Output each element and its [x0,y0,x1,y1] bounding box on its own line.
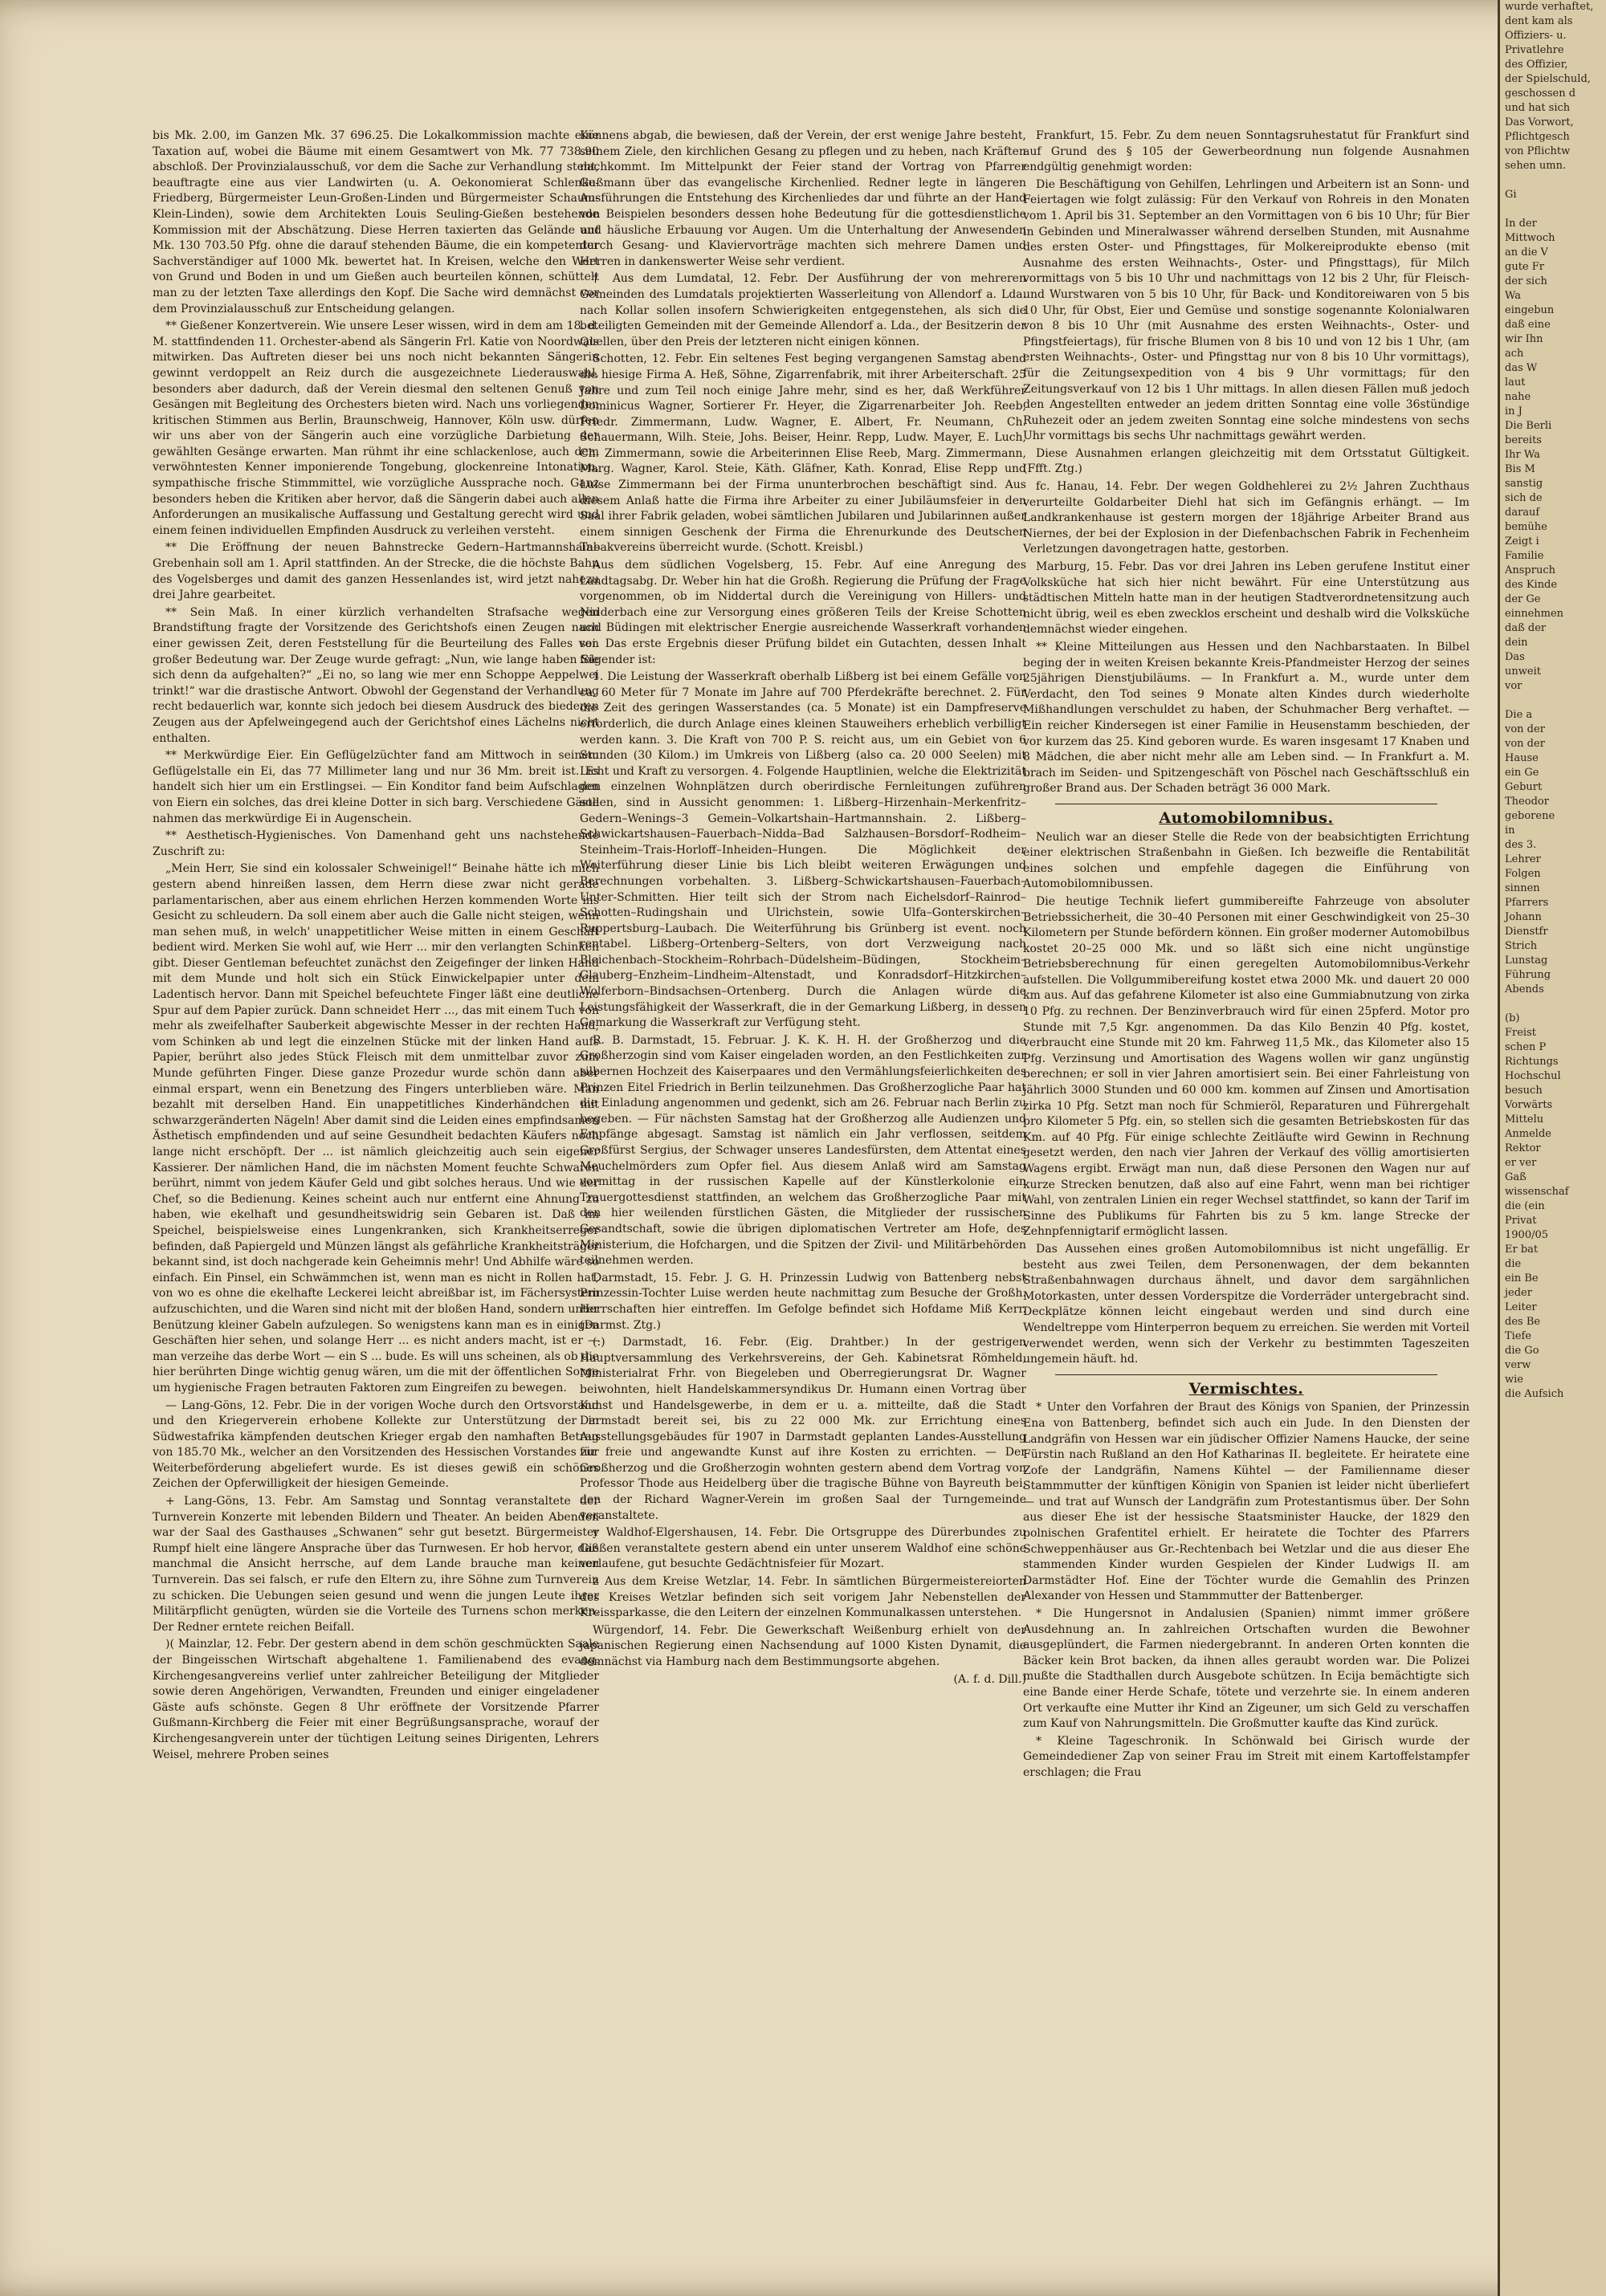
adjacent-page-fragment: Leiter [1505,1301,1537,1313]
adjacent-page-fragment: von der [1505,723,1545,735]
adjacent-page-fragment: geschossen d [1505,88,1576,100]
adjacent-page-fragment: Mittwoch [1505,232,1555,244]
adjacent-page-fragment: Wa [1505,290,1521,302]
article-paragraph: * Kleine Tageschronik. In Schönwald bei Girisch wurde der Gemeindediener Zap von seiner Frau im Streit mit einem Kartoffelstampfer erschlagen; die Frau [1023,1734,1469,1779]
adjacent-page-fragment: 1900/05 [1505,1229,1549,1241]
adjacent-page-fragment [1500,694,1606,708]
adjacent-page-fragment: Hochschul [1505,1070,1561,1082]
article-paragraph: z Aus dem Kreise Wetzlar, 14. Febr. In sämtlichen Bürgermeistereiorten des Kreises Wetzlar befinden sich seit vorigem Jahr Nebenstellen der Kreissparkasse, die den Leitern der einzelnen Kommunalkassen unterstehen. [580,1575,1026,1620]
adjacent-page-fragment: der Spielschuld, [1505,73,1591,85]
adjacent-page-fragment: bemühe [1505,521,1547,533]
article-paragraph: ** Gießener Konzertverein. Wie unsere Leser wissen, wird in dem am 18. d. M. stattfindenden 11. Orchester-abend als Sängerin Frl. Katie von Noordwals mitwirken. Das Auftreten dieser bei uns noch nicht bekannten Sängerin gewinnt verdoppelt an Reiz durch die ausgezeichnete Liederauswahl, besonders aber dadurch, daß der Verein diesmal den seltenen Genuß von Gesängen mit Begleitung des Orchesters bieten wird. Nach uns vorliegenden kritischen Stimmen aus Berlin, Braunschweig, Hannover, Köln usw. dürfen wir uns aber von der Sängerin auch eine vorzügliche Darbietung der gewählten Gesänge erwarten. Man rühmt ihr eine schlackenlose, auch dem verwöhntesten Kenner imponierende Tongebung, glockenreine Intonation, sympathische frische Stimmmittel, wie vorzügliche Aussprache noch. Ganz besonders heben die Kritiken aber hervor, daß die Sängerin dabei auch allen Anforderungen an musikalische Auffassung und Gestaltung gerecht wird und einem feinen individuellen Empfinden Ausdruck zu verleihen versteht. [153,320,599,537]
adjacent-page-fragment: des Kinde [1505,579,1558,591]
article-paragraph: + Lang-Göns, 13. Febr. Am Samstag und Sonntag veranstaltete der Turnverein Konzerte mit lebenden Bildern und Theater. An beiden Abenden war der Saal des Gasthauses „Schwanen“ sehr gut besetzt. Bürgermeister Rumpf hielt eine längere Ansprache über das Turnwesen. Er hob hervor, daß manchmal die Ansicht herrsche, auf dem Lande brauche man keinen Turnverein. Das sei falsch, er rufe den Eltern zu, ihre Söhne zum Turnverein zu schicken. Die Uebungen seien gesund und wenn die jungen Leute ihrer Militärpflicht genügten, würden sie die Vorteile des Turnens schon merken. Der Redner erntete reichen Beifall. [153,1495,599,1634]
adjacent-page-fragment: Vorwärts [1505,1099,1553,1111]
adjacent-page-fragment: Abends [1505,983,1544,995]
adjacent-page-fragment: sanstig [1505,478,1543,490]
article-paragraph: Die Beschäftigung von Gehilfen, Lehrlingen und Arbeitern ist an Sonn- und Feiertagen wie folgt zulässig: Für den Verkauf von Rohreis in den Monaten vom 1. April bis 31. September an den Vormittagen von 6 bis 10 Uhr; für Bier in Gebinden und Mineralwasser während derselben Stunden, mit Ausnahme des ersten Oster- und Pfingsttages, für Molkereiprodukte ebenso (mit Ausnahme des ersten Weihnachts-, Oster- und Pfingsttags), für Milch vormittags von 5 bis 10 Uhr und nachmittags von 12 bis 2 Uhr, für Fleisch- und Wurstwaren von 5 bis 10 Uhr, für Back- und Konditoreiwaren von 5 bis 10 Uhr, für Obst, Eier und Gemüse und sonstige sogenannte Kolonialwaren von 8 bis 10 Uhr (mit Ausnahme des ersten Weihnachts-, Oster- und Pfingstfeiertags), für frische Blumen von 8 bis 10 und von 12 bis 1 Uhr, (am ersten Weihnachts-, Oster- und Pfingsttag nur von 8 bis 10 Uhr vormittags), für die Zeitungsexpedition von 4 bis 9 Uhr vormittags; für den Zeitungsverkauf von 12 bis 1 Uhr mittags. In allen diesen Fällen muß jedoch den Angestellten entweder an jedem dritten Sonntag eine volle 36stündige Ruhezeit oder an jedem zweiten Sonntag eine solche mindestens von sechs Uhr vormittags bis sechs Uhr nachmittags gewährt werden. [1023,177,1469,443]
adjacent-page-fragment: verw [1505,1359,1531,1371]
adjacent-page-fragment: Privat [1505,1215,1537,1227]
adjacent-page-fragment: Bis M [1505,463,1535,475]
article-paragraph: )( Mainzlar, 12. Febr. Der gestern abend in dem schön geschmückten Saale der Bingeisschen Wirtschaft abgehaltene 1. Familienabend des evang. Kirchengesangvereins verlief unter zahlreicher Beteiligung der Mitglieder sowie deren Angehörigen, Verwandten, Freunden und einiger eingeladener Gäste aufs schönste. Gegen 8 Uhr eröffnete der Vorsitzende Pfarrer Gußmann-Kirchberg die Feier mit einer Begrüßungsansprache, worauf der Kirchengesangverein unter der tüchtigen Leitung seines Dirigenten, Lehrers Weisel, mehrere Proben seines [153,1638,599,1761]
article-paragraph: ** Sein Maß. In einer kürzlich verhandelten Strafsache wegen Brandstiftung fragte der Vorsitzende des Gerichtshofs einen Zeugen nach einer gewissen Zeit, deren Feststellung für die Beurteilung des Falles von großer Bedeutung war. Der Zeuge wurde gefragt: „Nun, wie lange haben Sie sich denn da aufgehalten?“ „Ei no, so lang wie mer enn Schoppe Aeppelwei trinkt!“ war die drastische Antwort. Obwohl der Gegenstand der Verhandlung recht bedauerlich war, konnte sich jedoch bei diesem Ausdruck des biederen Zeugen aus der Apfelweingegend auch der Gerichtshof eines Lächelns nicht enthalten. [153,605,599,745]
adjacent-page-fragment: Führung [1505,969,1551,981]
adjacent-page-fragment: dein [1505,637,1528,649]
adjacent-page-fragment: Johann [1505,911,1542,923]
section-heading: Automobilomnibus. [1159,808,1334,827]
adjacent-page-fragment: darauf [1505,507,1540,519]
adjacent-page-fragment: Das Vorwort, [1505,116,1574,128]
adjacent-page-fragment: Geburt [1505,781,1543,793]
adjacent-page-fragment: sich de [1505,492,1543,504]
adjacent-page-fragment: des Offizier, [1505,59,1568,71]
adjacent-page-fragment: Mittelu [1505,1113,1544,1126]
adjacent-page-fragment: Er bat [1505,1244,1539,1256]
adjacent-page-edge [1498,0,1606,2296]
adjacent-page-fragment: Lehrer [1505,853,1541,865]
adjacent-page-fragment: wissenschaf [1505,1186,1569,1198]
adjacent-page-fragment: laut [1505,377,1526,389]
adjacent-page-fragment: wie [1505,1374,1523,1386]
article-paragraph: Diese Ausnahmen erlangen gleichzeitig mit dem Ortsstatut Gültigkeit. (Ffft. Ztg.) [1023,446,1469,476]
article-paragraph: Neulich war an dieser Stelle die Rede von der beabsichtigten Errichtung einer elektrischen Straßenbahn in Gießen. Ich bezweifle die Rentabilität eines solchen und empfehle dagegen die Einführung von Automobilomnibussen. [1023,830,1469,891]
adjacent-page-fragment: eingebun [1505,304,1555,316]
adjacent-page-fragment: geborene [1505,810,1555,822]
adjacent-page-fragment: dent kam als [1505,15,1573,27]
article-paragraph: (:) Darmstadt, 16. Febr. (Eig. Drahtber.) In der gestrigen Hauptversammlung des Verkehrsvereins, der Geh. Kabinetsrat Römheld, Ministerialrat Frhr. von Biegeleben und Oberregierungsrat Dr. Wagner beiwohnten, hielt Handelskammersyndikus Dr. Humann einen Vortrag über Kunst und Handelsgewerbe, in dem er u. a. mitteilte, daß die Stadt Darmstadt bereit sei, bis zu 22 000 Mk. zur Errichtung eines Ausstellungsgebäudes für 1907 in Darmstadt geplanten Landes-Ausstellung für freie und angewandte Kunst auf ihre Kosten zu errichten. — Der Großherzog und die Großherzogin wohnten gestern abend dem Vortrag von Professor Thode aus Heidelberg über die tragische Bühne von Bayreuth bei, den der Richard Wagner-Verein im großen Saal der Turngemeinde veranstaltete. [580,1336,1026,1522]
adjacent-page-fragment: jeder [1505,1287,1532,1299]
adjacent-page-fragment: Anmelde [1505,1128,1551,1140]
article-paragraph: * Die Hungersnot in Andalusien (Spanien) nimmt immer größere Ausdehnung an. In zahlreichen Ortschaften wurden die Bewohner ausgeplündert, die Farmen niedergebrannt. In anderen Orten konnten die Bäcker kein Brot backen, da ihnen alles geraubt worden war. Die Polizei mußte die Stadthallen durch Ausgebote schützen. In Ecija bemächtigte sich eine Bande einer Herde Schafe, tötete und verzehrte sie. In einem anderen Ort verkaufte eine Mutter ihr Kind an Zigeuner, um sich Geld zu verschaffen zum Kauf von Nahrungsmitteln. Die Großmutter kaufte das Kind zurück. [1023,1607,1469,1731]
adjacent-page-fragment: sehen umn. [1505,160,1567,172]
heading-rule [1055,1374,1437,1375]
adjacent-page-fragment [1500,997,1606,1012]
article-paragraph: bis Mk. 2.00, im Ganzen Mk. 37 696.25. Die Lokalkommission machte eine Taxation auf, wobei die Bäume mit einem Gesamtwert von Mk. 77 738.90 abschloß. Der Provinzialausschuß, vor dem die Sache zur Verhandlung steht, beauftragte eine aus vier Landwirten (u. A. Oekonomierat Schlenke-Friedberg, Bürgermeister Leun-Großen-Linden und Bürgermeister Schaum-Klein-Linden), sowie dem Architekten Louis Seuling-Gießen bestehende Kommission mit der Abschätzung. Diese Herren taxierten das Gelände auf Mk. 130 703.50 Pfg. ohne die darauf stehenden Bäume, die ein kompetenter Sachverständiger auf 1000 Mk. bewertet hat. In Kreisen, welche den Wert von Grund und Boden in und um Gießen auch beurteilen können, schüttelt man zu der letzten Taxe allerdings den Kopf. Die Sache wird demnächst vor dem Provinzialausschuß zur Entscheidung gelangen. [153,129,599,315]
article-paragraph: Würgendorf, 14. Febr. Die Gewerkschaft Weißenburg erhielt von der japanischen Regierung einen Nachsendung auf 1000 Kisten Dynamit, die demnächst via Hamburg nach dem Bestimmungsorte abgehen. [580,1623,1026,1668]
adjacent-page-fragment: ein Ge [1505,767,1539,779]
adjacent-page-fragment: besuch [1505,1085,1543,1097]
article-paragraph: Das Aussehen eines großen Automobilomnibus ist nicht ungefällig. Er besteht aus zwei Teilen, dem Personenwagen, der dem bekannten Straßenbahnwagen durchaus ähnelt, und davor dem sargähnlichen Motorkasten, unter dessen Vorderspitze die Vorderräder untergebracht sind. Deckplätze können leicht eingebaut werden und sind durch eine Wendeltreppe vom Hinterperron bequem zu erreichen. Sie werden mit Vorteil verwendet werden, wenn sich der Verkehr zu bestimmten Tageszeiten ungemein häuft. hd. [1023,1242,1469,1366]
article-paragraph: 1. Die Leistung der Wasserkraft oberhalb Lißberg ist bei einem Gefälle von ca. 60 Meter für 7 Monate im Jahre auf 700 Pferdekräfte berechnet. 2. Für die Zeit des geringen Wasserstandes (ca. 5 Monate) ist ein Dampfreserve erforderlich, die durch Anlage eines kleinen Stauweihers erheblich verbilligt werden kann. 3. Die Kraft von 700 P. S. reicht aus, um ein Gebiet von 6 Stunden (30 Kilom.) im Umkreis von Lißberg (also ca. 20 000 Seelen) mit Licht und Kraft zu versorgen. 4. Folgende Hauptlinien, welche die Elektrizität den einzelnen Wohnplätzen durch oberirdische Fernleitungen zuführen sollen, sind in Aussicht genommen: 1. Lißberg–Hirzenhain–Merkenfritz–Gedern–Wenings–3 Gemein–Volkartshain–Hartmannshain. 2. Lißberg–Schwickartshausen–Fauerbach–Nidda–Bad Salzhausen–Borsdorf–Rodheim–Steinheim–Trais-Horloff–Inheiden–Hungen. Die Möglichkeit der Weiterführung dieser Linie bis Lich bleibt weiteren Erwägungen und Berechnungen vorbehalten. 3. Lißberg–Schwickartshausen–Fauerbach–Unter-Schmitten. Hier teilt sich der Strom nach Eichelsdorf–Rainrod–Schotten–Rudingshain und Ulrichstein, sowie Ulfa–Gonterskirchen–Ruppertsburg–Laubach. Die Weiterführung bis Grünberg ist event. noch rentabel. Lißberg–Ortenberg–Selters, von dort Verzweigung nach Bleichenbach–Stockheim–Rohrbach–Düdelsheim–Büdingen, Stockheim–Glauberg–Enzheim–Lindheim–Altenstadt, und Konradsdorf–Hitzkirchen–Wolferborn–Bindsachsen–Ortenberg. Durch die Anlagen würde die Leistungsfähigkeit der Wasserkraft, die in der Gemarkung Lißberg, in dessen Gemarkung die Wasserkraft zur Verfügung steht. [580,670,1026,1030]
adjacent-page-fragment: Gaß [1505,1171,1527,1183]
article-paragraph: Schotten, 12. Febr. Ein seltenes Fest beging vergangenen Samstag abend die hiesige Firma A. Heß, Söhne, Zigarrenfabrik, mit ihrer Arbeiterschaft. 25 Jahre und zum Teil noch einige Jahre mehr, sind es her, daß Werkführer Dominicus Wagner, Sortierer Fr. Heyer, die Zigarrenarbeiter Joh. Reeb, Friedr. Zimmermann, Ludw. Wagner, E. Albert, Fr. Neumann, Ch. Schauermann, Wilh. Steie, Johs. Beiser, Heinr. Repp, Ludw. Mayer, E. Luch, Ch. Zimmermann, sowie die Arbeiterinnen Elise Reeb, Marg. Zimmermann, Marg. Wagner, Karol. Steie, Käth. Gläfner, Kath. Konrad, Elise Repp und Luise Zimmermann bei der Firma ununterbrochen beschäftigt sind. Aus diesem Anlaß hatte die Firma ihre Arbeiter zu einer Jubiläumsfeier in den Saal ihrer Fabrik geladen, wobei sämtlichen Jubilaren und Jubilarinnen außer einem sinnigen Geschenk der Firma die Ehrenurkunde des Deutschen Tabakvereins überreicht wurde. (Schott. Kreisbl.) [580,352,1026,555]
article-paragraph: Aus dem südlichen Vogelsberg, 15. Febr. Auf eine Anregung des Landtagsabg. Dr. Weber hin hat die Großh. Regierung die Prüfung der Frage vorgenommen, ob im Niddertal durch die Vereinigung von Hillers- und Nidderbach eine zur Versorgung eines größeren Teils der Kreise Schotten und Büdingen mit elektrischer Energie ausreichende Wasserkraft vorhanden sei. Das erste Ergebnis dieser Prüfung bildet ein Gutachten, dessen Inhalt folgender ist: [580,559,1026,666]
article-paragraph: ** Die Eröffnung der neuen Bahnstrecke Gedern–Hartmannshain–Grebenhain soll am 1. April stattfinden. An der Strecke, die die höchste Bahn des Vogelsberges und damit des ganzen Hessenlandes ist, wird jetzt nahezu drei Jahre gearbeitet. [153,541,599,602]
adjacent-page-fragment: die Go [1505,1345,1539,1357]
adjacent-page-fragment: Anspruch [1505,564,1555,576]
adjacent-page-fragment: des 3. [1505,839,1537,851]
article-paragraph: * Unter den Vorfahren der Braut des Königs von Spanien, der Prinzessin Ena von Battenberg, befindet sich auch ein Jude. In den Diensten der Landgräfin von Hessen war ein jüdischer Offizier Namens Haucke, der seine Fürstin nach Rußland an den Hof Katharinas II. begleitete. Er heiratete eine Zofe der Landgräfin, Namens Kühtel — der Familienname dieser Stammmutter der künftigen Königin von Spanien ist leider nicht überliefert — und trat auf Wunsch der Landgräfin zum Protestantismus über. Der Sohn aus dieser Ehe ist der hessische Staatsminister Haucke, der 1829 den polnischen Grafentitel erhielt. Er heiratete die Tochter des Pfarrers Schweppenhäuser aus Gr.-Rechtenbach bei Wetzlar und die aus dieser Ehe stammenden Kinder wurden Gespielen der Kinder Ludwigs II. am Darmstädter Hof. Eine der Töchter wurde die Gemahlin des Prinzen Alexander von Hessen und Stammmutter der Battenberger. [1023,1401,1469,1603]
column-2 [580,128,1026,1689]
adjacent-page-fragment: Strich [1505,940,1538,952]
adjacent-page-fragment: Ihr Wa [1505,449,1540,461]
adjacent-page-fragment: Richtungs [1505,1056,1559,1068]
adjacent-page-fragment: Zeigt i [1505,535,1539,548]
article-paragraph: † Aus dem Lumdatal, 12. Febr. Der Ausführung der von mehreren Gemeinden des Lumdatals projektierten Wasserleitung von Allendorf a. Lda. nach Kollar sollen insofern Schwierigkeiten entgegenstehen, als sich die beteiligten Gemeinden mit der Gemeinde Allendorf a. Lda., der Besitzerin der Quellen, über den Preis der letzteren nicht einigen können. [580,272,1026,348]
adjacent-page-fragment: das W [1505,362,1538,374]
adjacent-page-fragment: gute Fr [1505,261,1544,273]
adjacent-page-fragment: Folgen [1505,868,1541,880]
adjacent-page-fragment: Familie [1505,550,1544,562]
adjacent-page-fragment: unweit [1505,666,1541,678]
adjacent-page-fragment: Pfarrers [1505,897,1549,909]
adjacent-page-fragment: Die Berli [1505,420,1552,432]
adjacent-page-fragment: der sich [1505,275,1547,287]
article-paragraph: R. B. Darmstadt, 15. Februar. J. K. K. H. H. der Großherzog und die Großherzogin sind vom Kaiser eingeladen worden, an den Festlichkeiten zur silbernen Hochzeit des Kaiserpaares und den Vermählungsfeierlichkeiten des Prinzen Eitel Friedrich in Berlin teilzunehmen. Das Großherzogliche Paar hat die Einladung angenommen und gedenkt, sich am 26. Februar nach Berlin zu begeben. — Für nächsten Samstag hat der Großherzog alle Audienzen und Empfänge abgesagt. Samstag ist nämlich ein Jahr verflossen, seitdem Großfürst Sergius, der Schwager unseres Landesfürsten, dem Attentat eines Meuchelmörders zum Opfer fiel. Aus diesem Anlaß wird am Samstag vormittag in der russischen Kapelle auf der Künstlerkolonie ein Trauergottesdienst stattfinden, an welchem das Großherzogliche Paar mit den hier weilenden fürstlichen Gästen, die Mitglieder der russischen Gesandtschaft, sowie die übrigen diplomatischen Vertreter am Hofe, des Ministerium, die Hofchargen, und die Spitzen der Zivil- und Militärbehörden teilnehmen werden. [580,1033,1026,1268]
article-paragraph: Frankfurt, 15. Febr. Zu dem neuen Sonntagsruhestatut für Frankfurt sind auf Grund des § 105 der Gewerbeordnung nun folgende Ausnahmen endgültig genehmigt worden: [1023,129,1469,174]
article-paragraph: — Lang-Göns, 12. Febr. Die in der vorigen Woche durch den Ortsvorstand und den Kriegerverein erhobene Kollekte zur Unterstützung der in Südwestafrika kämpfenden deutschen Krieger ergab den namhaften Betrag von 185.70 Mk., welcher an den Vorsitzenden des Hessischen Vorstandes zur Weiterbeförderung abgeliefert wurde. Es ist dieses gewiß ein schönes Zeichen der Opferwilligkeit der hiesigen Gemeinde. [153,1398,599,1491]
section-heading: Vermischtes. [1188,1379,1304,1398]
adjacent-page-fragment: Privatlehre [1505,44,1564,56]
adjacent-page-fragment: in J [1505,405,1522,417]
adjacent-page-fragment: der Ge [1505,593,1541,605]
adjacent-page-fragment: bereits [1505,434,1542,446]
article-paragraph: fc. Hanau, 14. Febr. Der wegen Goldhehlerei zu 2½ Jahren Zuchthaus verurteilte Goldarbeiter Diehl hat sich im Gefängnis erhängt. — Im Landkrankenhause ist gestern morgen der 18jährige Arbeiter Brand aus Niernes, der bei der Explosion in der Diefenbachschen Fabrik in Fechenheim Verletzungen davongetragen hatte, gestorben. [1023,480,1469,556]
adjacent-page-fragment: Die a [1505,709,1533,721]
adjacent-page-fragment: an die V [1505,246,1548,259]
adjacent-page-fragment: wir Ihn [1505,333,1543,345]
adjacent-page-fragment: ach [1505,348,1524,360]
article-paragraph: ** Kleine Mitteilungen aus Hessen und den Nachbarstaaten. In Bilbel beging der in weiten Kreisen bekannte Kreis-Pfandmeister Herzog der seines 25jährigen Dienstjubiläums. — In Frankfurt a. M., wurde unter dem Verdacht, den Tod seines 9 Monate alten Kindes durch wiederholte Mißhandlungen verschuldet zu haben, der Schuhmacher Berg verhaftet. — Ein reicher Kindersegen ist einer Familie in Heusenstamm beschieden, der vor kurzem das 25. Kind geboren wurde. Es waren insgesamt 17 Knaben und 8 Mädchen, die aber nicht mehr alle am Leben sind. — In Frankfurt a. M. brach im Seiden- und Spitzengeschäft von Pöschel nach Geschäftsschluß ein großer Brand aus. Der Schaden beträgt 36 000 Mark. [1023,641,1469,796]
adjacent-page-fragment: des Be [1505,1316,1541,1328]
adjacent-page-fragment: Gi [1505,189,1517,201]
adjacent-page-fragment: Hause [1505,752,1539,764]
column-3 [1023,128,1469,1783]
adjacent-page-fragment: Offiziers- u. [1505,30,1567,42]
adjacent-page-fragment: Tiefe [1505,1330,1532,1342]
adjacent-page-fragment: Das [1505,651,1525,663]
article-paragraph: Die heutige Technik liefert gummibereifte Fahrzeuge von absoluter Betriebssicherheit, die 30–40 Personen mit einer Geschwindigkeit von 25–30 Kilometern per Stunde befördern können. Ein großer moderner Automobilbus kostet 20–25 000 Mk. und so läßt sich eine nicht ungünstige Betriebsberechnung für einen geregelten Automobilomnibus-Verkehr aufstellen. Die Vollgummibereifung kostet etwa 2000 Mk. und dauert 20 000 km aus. Auf das gefahrene Kilometer ist also eine Gummiabnutzung von zirka 10 Pfg. zu rechnen. Der Benzinverbrauch wird für einen 25pferd. Motor pro Stunde mit 7,5 Kgr. angenommen. Da das Kilo Benzin 40 Pfg. kostet, verbraucht eine Stunde mit 20 km. Fahrweg 11,5 Mk., das Kilometer also 15 Pfg. Verzinsung und Amortisation des Wagens wollen wir ganz ungünstig berechnen; er soll in vier Jahren amortisiert sein. Bei einer Fahrleistung von jährlich 3000 Stunden und 60 000 km. kommen auf Zinsen und Amortisation zirka 10 Pfg. Setzt man noch für Schmieröl, Reparaturen und Führergehalt pro Kilometer 5 Pfg. ein, so stellen sich die gesamten Betriebskosten für das Km. auf 40 Pfg. Für einige schlechte Zeitläufte wird Gewinn in Rechnung gesetzt werden, den nach vier Jahren der Verkauf des völlig amortisierten Wagens ergibt. Erwägt man nun, daß diese Personen den Wagen nur auf kurze Strecken benutzen, daß also auf eine Fahrt, wenn man bei richtiger Wahl, von zentralen Linien ein reger Wechsel stattfindet, so kann der Tarif im Sinne des Publikums für Fahrten bis zu 5 km. lange Strecke der Zehnpfennigtarif ermöglicht lassen. [1023,894,1469,1239]
adjacent-page-fragment: die (ein [1505,1200,1545,1212]
adjacent-page-fragment: Pflichtgesch [1505,131,1570,143]
article-paragraph: (A. f. d. Dill.) [953,1672,1026,1686]
adjacent-page-fragment: (b) [1505,1012,1520,1024]
adjacent-page-fragment [1500,202,1606,217]
adjacent-page-fragment: einnehmen [1505,608,1564,620]
adjacent-page-fragment: vor [1505,680,1522,692]
adjacent-page-fragment: Theodor [1505,796,1549,808]
adjacent-page-fragment: von Pflichtw [1505,145,1571,157]
adjacent-page-fragment: wurde verhaftet, [1505,1,1594,13]
adjacent-page-fragment: die [1505,1258,1522,1270]
adjacent-page-fragment: die Aufsich [1505,1388,1564,1400]
adjacent-page-fragment: daß eine [1505,319,1551,331]
article-paragraph: ** Merkwürdige Eier. Ein Geflügelzüchter fand am Mittwoch in seinem Geflügelstalle ein Ei, das 77 Millimeter lang und nur 36 Mm. breit ist. Es handelt sich hier um ein Erstlingsei. — Ein Konditor fand beim Aufschlagen von Eiern ein solches, das drei kleine Dotter in sich barg. Verschiedene Gäste nahmen das merkwürdige Ei in Augenschein. [153,749,599,825]
adjacent-page-fragment: Lunstag [1505,955,1548,967]
adjacent-page-fragment: er ver [1505,1157,1537,1169]
article-paragraph: Darmstadt, 15. Febr. J. G. H. Prinzessin Ludwig von Battenberg nebst Prinzessin-Tochter Luise werden heute nachmittag zum Besuche der Großh. Herrschaften hier eintreffen. Im Gefolge befindet sich Hofdame Miß Kerr. (Darmst. Ztg.) [580,1271,1026,1332]
article-paragraph: „Mein Herr, Sie sind ein kolossaler Schweinigel!“ Beinahe hätte ich mich gestern abend hinreißen lassen, dem Herrn diese zwar nicht gerade parlamentarischen, aber aus einem ehrlichen Herzen kommenden Worte ins Gesicht zu schleudern. Da soll einem aber auch die Galle nicht steigen, wenn man sehen muß, in welch' unappetitlicher Weise mitten in einem Geschäft bedient wird. Merken Sie wohl auf, wie Herr ... mir den verlangten Schinken gibt. Dieser Gentleman befeuchtet zunächst den Zeigefinger der linken Hand mit dem Munde und holt sich ein Stück Einwickelpapier unter dem Ladentisch hervor. Dann mit Speichel befeuchtete Finger läßt eine deutliche Spur auf dem Papier zurück. Dann schneidet Herr ..., das mit einem Tuch von mehr als zweifelhafter Sauberkeit abgewischte Messer in der rechten Hand, vom Schinken ab und legt die einzelnen Stücke mit der linken Hand aufs Papier, berührt also jedes Stück Fleisch mit dem unmittelbar zuvor zum Munde geführten Finger. Diese ganze Prozedur wurde schön dann aber einmal erspart, wenn ein Benetzung des Fingers unterblieben wäre. Man bezahlt mit derselben Hand. Ein unappetitliches Kinderhändchen mit schwarzgeränderten Nägeln! Aber damit sind die Leiden eines empfindsamen Ästhetisch empfindenden und auf seine Gesundheit bedachten Käufers noch lange nicht erschöpft. Der ... ist nämlich gleichzeitig auch sein eigener Kassierer. Der nämlichen Hand, die im nächsten Moment feuchte Schwaren berührt, nimmt von jedem Käufer Geld und gibt solches heraus. Und wie der Chef, so die Bedienung. Keines scheint auch nur entfernt eine Ahnung zu haben, wie ekelhaft und gesundheitswidrig sein Gebaren ist. Daß im Speichel, beispielsweise eines Lungenkranken, sich Krankheitserreger befinden, daß Papiergeld und Münzen längst als gefährliche Krankheitsträger bekannt sind, ist doch nachgerade kein Geheimnis mehr! Und Abhilfe wäre so einfach. Ein Pinsel, ein Schwämmchen ist, wenn man es nicht in Rollen hat, von wo es ohne die ekelhafte Leckerei leicht abreißbar ist, im Fächersystem aufzuschichten, und die Waren sind nicht mit der bloßen Hand, sondern unter Benützung kleiner Gabeln aufzulegen. So wenigstens kann man es in einigen Geschäften hier sehen, und solange Herr ... es nicht anders macht, ist er — man verzeihe das derbe Wort — ein S ... bude. Es will uns scheinen, als ob die hier berührten Dinge wichtig genug wären, um die mit der öffentlichen Sorge um hygienische Fragen betrauten Faktoren zum Eingreifen zu bewegen. [153,862,599,1394]
adjacent-page-fragment: schen P [1505,1041,1547,1053]
adjacent-page-fragment: daß der [1505,622,1547,634]
adjacent-page-fragment: Dienstfr [1505,926,1548,938]
adjacent-page-fragment: In der [1505,218,1537,230]
column-1 [153,128,599,1765]
adjacent-page-fragment: und hat sich [1505,102,1571,114]
article-paragraph: ** Aesthetisch-Hygienisches. Von Damenhand geht uns nachstehende Zuschrift zu: [153,829,599,858]
adjacent-page-fragment: sinnen [1505,882,1540,894]
article-paragraph: y Waldhof-Elgershausen, 14. Febr. Die Ortsgruppe des Dürerbundes zu Gießen veranstaltete gestern abend ein unter unserem Waldhof eine schöne verlaufene, gut besuchte Gedächtnisfeier für Mozart. [580,1526,1026,1571]
adjacent-page-fragment: in [1505,824,1515,837]
adjacent-page-fragment: ein Be [1505,1272,1539,1284]
adjacent-page-fragment [1500,173,1606,188]
article-paragraph: Könnens abgab, die bewiesen, daß der Verein, der erst wenige Jahre besteht, seinem Ziele, den kirchlichen Gesang zu pflegen und zu heben, nach Kräften nachkommt. Im Mittelpunkt der Feier stand der Vortrag von Pfarrer Gußmann über das evangelische Kirchenlied. Redner legte in längeren Ausführungen die Entstehung des Kirchenliedes dar und führte an der Hand von Beispielen besonders dessen hohe Bedeutung für die gottesdienstliche und häusliche Erbauung vor Augen. Um die Unterhaltung der Anwesenden durch Gesang- und Klaviervorträge machten sich mehrere Damen und Herren in dankenswerter Weise sehr verdient. [580,129,1026,268]
adjacent-page-fragment: nahe [1505,391,1531,403]
adjacent-page-fragment: Freist [1505,1027,1536,1039]
article-paragraph: Marburg, 15. Febr. Das vor drei Jahren ins Leben gerufene Institut einer Volksküche hat sich hier nicht bewährt. Für eine Unterstützung aus städtischen Mitteln hatte man in der heutigen Stadtverordnetensitzung auch nicht übrig, weil es eben zwecklos erscheint und deshalb wird die Volksküche demnächst wieder eingehen. [1023,560,1469,637]
adjacent-page-fragment: von der [1505,738,1545,750]
adjacent-page-fragment: Rektor [1505,1142,1541,1154]
